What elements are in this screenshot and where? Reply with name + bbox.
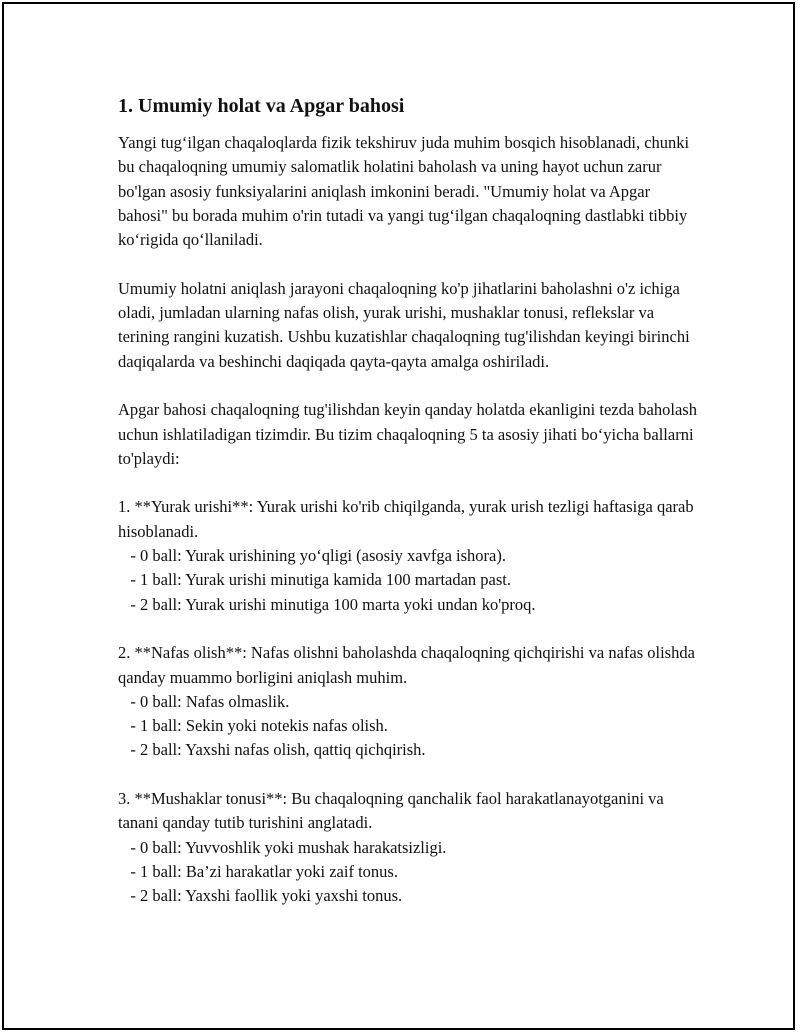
paragraph-intro: Yangi tug‘ilgan chaqaloqlarda fizik tekshiruv juda muhim bosqich hisoblanadi, chunki bu chaqaloqning umumiy salomatlik holatini baholash va uning hayot uchun zarur bo'lgan asosiy funksiyalarini aniqlash imkonini beradi. "Umumiy holat va Apgar bahosi" bu borada muhim o'rin tutadi va yangi tug‘ilgan chaqaloqning dastlabki tibbiy ko‘rigida qo‘llaniladi. <box>118 133 690 250</box>
list-item: - 2 ball: Yaxshi faollik yoki yaxshi tonus. <box>118 886 403 906</box>
list-item: - 2 ball: Yurak urishi minutiga 100 marta yoki undan ko'proq. <box>118 594 536 614</box>
list-item: - 0 ball: Yuvvoshlik yoki mushak harakatsizligi. <box>118 837 447 857</box>
criterion-breathing <box>118 641 698 762</box>
list-item: - 2 ball: Yaxshi nafas olish, qattiq qichqirish. <box>118 740 426 760</box>
criterion-heart-rate-intro: 1. **Yurak urishi**: Yurak urishi ko'rib chiqilganda, yurak urish tezligi haftasiga qarab hisoblanadi. <box>118 497 694 541</box>
paragraph-apgar-intro: Apgar bahosi chaqaloqning tug'ilishdan keyin qanday holatda ekanligini tezda baholash uchun ishlatiladigan tizimdir. Bu tizim chaqaloqning 5 ta asosiy jihati bo‘yicha ballarni to'playdi: <box>118 400 697 468</box>
list-item: - 0 ball: Yurak urishining yo‘qligi (asosiy xavfga ishora). <box>118 546 506 566</box>
list-item: - 1 ball: Ba’zi harakatlar yoki zaif tonus. <box>118 861 398 881</box>
criterion-breathing-intro: 2. **Nafas olish**: Nafas olishni baholashda chaqaloqning qichqirishi va nafas olishda qanday muammo borligini aniqlash muhim. <box>118 643 695 687</box>
list-item: - 1 ball: Yurak urishi minutiga kamida 100 martadan past. <box>118 570 512 590</box>
list-item: - 0 ball: Nafas olmaslik. <box>118 691 290 711</box>
section-heading: 1. Umumiy holat va Apgar bahosi <box>118 95 405 117</box>
criterion-heart-rate <box>118 495 698 616</box>
document-body <box>118 93 698 933</box>
criterion-muscle-tone <box>118 787 698 908</box>
list-item: - 1 ball: Sekin yoki notekis nafas olish. <box>118 716 388 736</box>
criterion-muscle-tone-intro: 3. **Mushaklar tonusi**: Bu chaqaloqning qanchalik faol harakatlanayotganini va tanani qanday tutib turishini anglatadi. <box>118 789 664 833</box>
paragraph-general-state: Umumiy holatni aniqlash jarayoni chaqaloqning ko'p jihatlarini baholashni o'z ichiga oladi, jumladan ularning nafas olish, yurak urishi, mushaklar tonusi, reflekslar va terining rangini kuzatish. Ushbu kuzatishlar chaqaloqning tug'ilishdan keyingi birinchi daqiqalarda va beshinchi daqiqada qayta-qayta amalga oshiriladi. <box>118 278 690 371</box>
